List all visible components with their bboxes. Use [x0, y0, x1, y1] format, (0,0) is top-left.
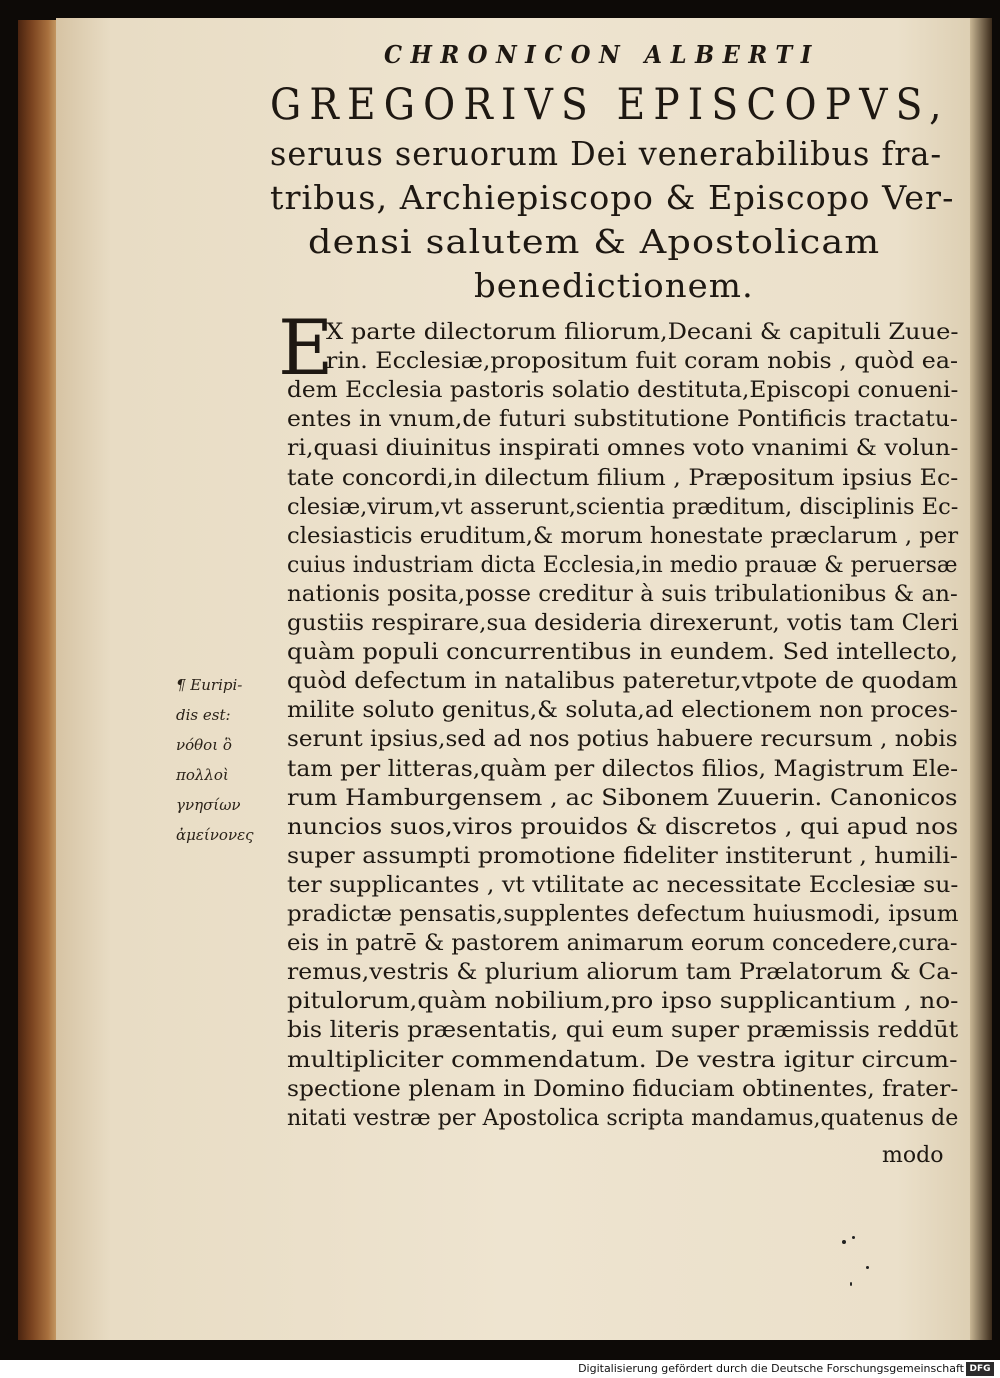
body-line: serunt ipsius,sed ad nos potius habuere recursum , nobis [287, 727, 958, 753]
marginal-note-line: γνησίων [176, 796, 241, 814]
page-edge [970, 18, 992, 1340]
letter-title: GREGORIVS EPISCOPVS, [270, 80, 950, 130]
body-line: clesiasticis eruditum,& morum honestate præclarum , per [287, 523, 959, 549]
body-line: remus,vestris & plurium aliorum tam Prælatorum & Ca- [287, 960, 959, 986]
ink-speck [852, 1236, 855, 1239]
body-line: ri,quasi diuinitus inspirati omnes voto vnanimi & volun- [287, 436, 959, 462]
body-line: pitulorum,quàm nobilium,pro ipso supplicantium , no- [287, 989, 959, 1015]
body-line: tam per litteras,quàm per dilectos filios, Magistrum Ele- [287, 756, 959, 782]
marginal-note [176, 670, 254, 850]
body-line: gustiis respirare,sua desideria direxerunt, votis tam Cleri [287, 611, 959, 636]
body-line: pradictæ pensatis,supplentes defectum huiusmodi, ipsum [287, 902, 959, 927]
ink-speck [850, 1282, 852, 1286]
funding-credit: Digitalisierung gefördert durch die Deutsche Forschungsgemeinschaft [578, 1362, 964, 1375]
body-line: milite soluto genitus,& soluta,ad electionem non proces- [287, 698, 958, 724]
body-line: multipliciter commendatum. De vestra igitur circum- [287, 1047, 958, 1073]
salutation-line: densi salutem & Apostolicam [308, 222, 881, 261]
body-line: nationis posita,posse creditur à suis tribulationibus & an- [287, 581, 958, 607]
body-line: nuncios suos,viros prouidos & discretos , qui apud nos [287, 814, 959, 840]
ink-speck [842, 1240, 846, 1244]
marginal-note-line: πολλοὶ [176, 766, 229, 784]
body-line: nitati vestræ per Apostolica scripta mandamus,quatenus de [287, 1105, 959, 1131]
body-line: eis in patrē & pastorem animarum eorum concedere,cura- [287, 931, 958, 957]
body-line: spectione plenam in Domino fiduciam obtinentes, frater- [287, 1076, 959, 1102]
body-line: tate concordi,in dilectum filium , Præpositum ipsius Ec- [287, 465, 959, 491]
body-line: bis literis præsentatis, qui eum super præmissis reddūt [287, 1018, 959, 1044]
body-line: clesiæ,virum,vt asserunt,scientia præditum, disciplinis Ec- [287, 494, 959, 520]
running-head: CHRONICON ALBERTI [384, 40, 820, 69]
body-line: ter supplicantes , vt vtilitate ac necessitate Ecclesiæ su- [287, 872, 959, 898]
body-line: cuius industriam dicta Ecclesia,in medio prauæ & peruersæ [287, 552, 958, 578]
salutation-line: benedictionem. [474, 266, 754, 305]
marginal-note-line: ἀμείνονες [176, 826, 254, 844]
drop-cap: E [278, 303, 334, 392]
body-line: dem Ecclesia pastoris solatio destituta,Episcopi conueni- [287, 378, 959, 404]
body-line: rum Hamburgensem , ac Sibonem Zuuerin. Canonicos [287, 785, 958, 811]
body-line: quàm populi concurrentibus in eundem. Sed intellecto, [287, 640, 958, 666]
marginal-note-line: dis est: [176, 706, 231, 724]
dfg-logo: DFG [966, 1362, 994, 1376]
body-line: rin. Ecclesiæ,propositum fuit coram nobis , quòd ea- [326, 349, 959, 375]
body-line: super assumpti promotione fideliter institerunt , humili- [287, 843, 958, 869]
catchword: modo [882, 1143, 944, 1168]
marginal-note-line: νόθοι ὃ [176, 736, 232, 754]
book-spine [18, 20, 58, 1340]
marginal-note-line: ¶ Euripi- [176, 676, 243, 694]
body-line: entes in vnum,de futuri substitutione Pontificis tractatu- [287, 407, 958, 433]
body-line: quòd defectum in natalibus pateretur,vtpote de quodam [287, 669, 958, 695]
ink-speck [866, 1266, 869, 1269]
salutation-line: seruus seruorum Dei venerabilibus fra- [270, 134, 943, 173]
body-line: X parte dilectorum filiorum,Decani & capituli Zuue- [326, 320, 959, 345]
salutation-line: tribus, Archiepiscopo & Episcopo Ver- [270, 178, 955, 217]
